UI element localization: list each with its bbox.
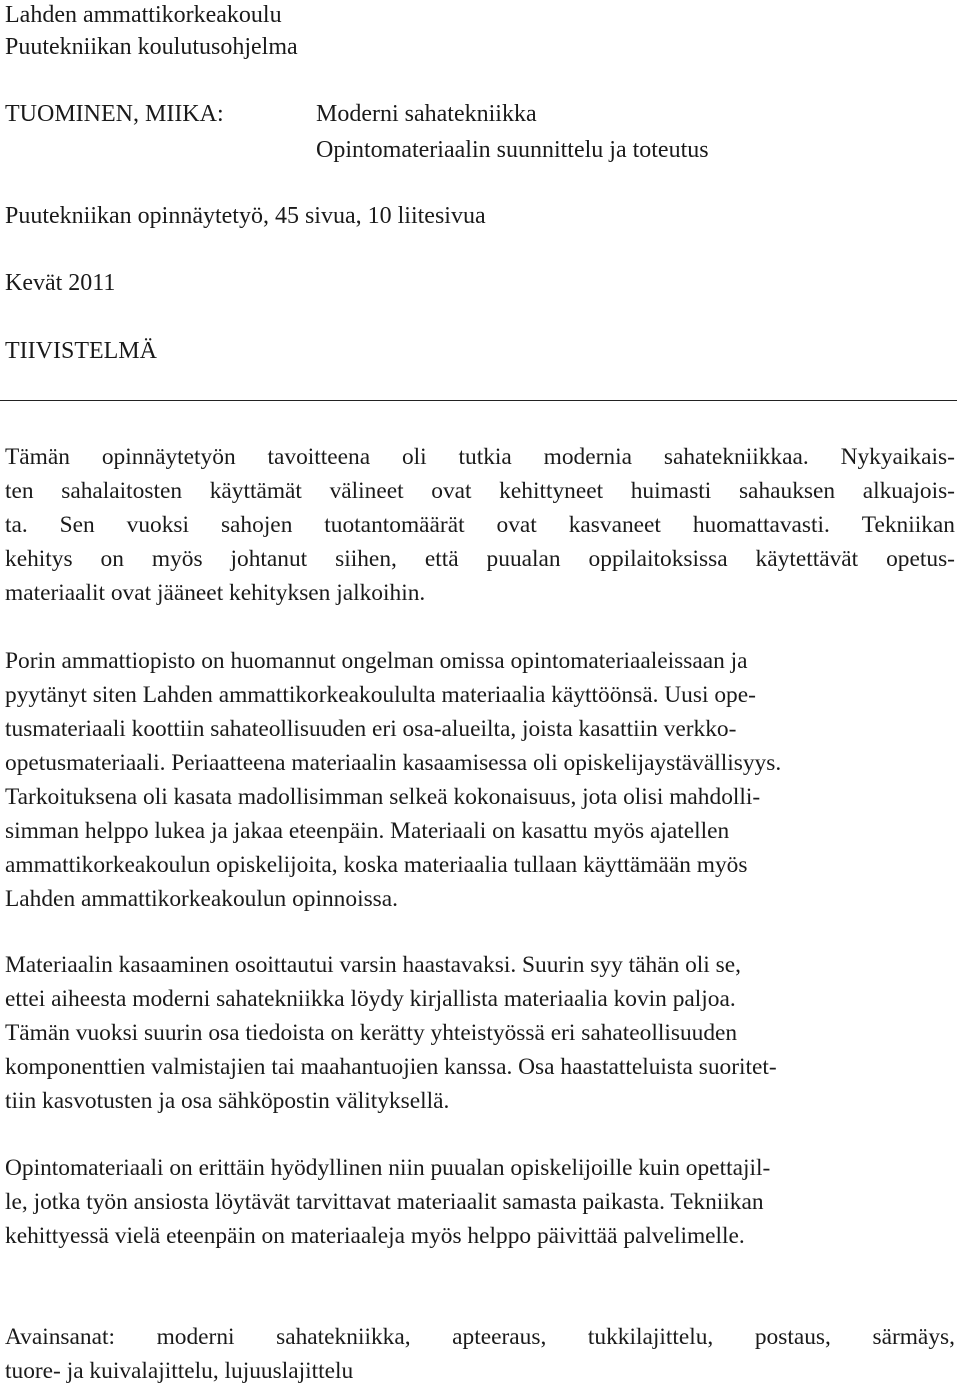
paragraph-line: ammattikorkeakoulun opiskelijoita, koska materiaalia tullaan käyttämään myös [5, 852, 748, 878]
paragraph-line: komponenttien valmistajien tai maahantuojien kanssa. Osa haastatteluista suoritet- [5, 1054, 777, 1080]
paragraph-line: opetusmateriaali. Periaatteena materiaalin kasaamisessa oli opiskelijaystävällisyys. [5, 750, 782, 776]
abstract-paragraph-2 [5, 644, 955, 916]
thesis-info: Puutekniikan opinnäytetyö, 45 sivua, 10 liitesivua [5, 203, 486, 229]
paragraph-line: pyytänyt siten Lahden ammattikorkeakoululta materiaalia käyttöönsä. Uusi ope- [5, 682, 756, 708]
keywords-line: Avainsanat: moderni sahatekniikka, apteeraus, tukkilajittelu, postaus, särmäys, [5, 1324, 955, 1350]
term: Kevät 2011 [5, 270, 116, 296]
keywords-line: tuore- ja kuivalajittelu, lujuuslajittelu [5, 1358, 354, 1384]
paragraph-line: ten sahalaitosten käyttämät välineet ovat kehittyneet huimasti sahauksen alkuajois- [5, 478, 955, 504]
paragraph-line: kehittyessä vielä eteenpäin on materiaaleja myös helppo päivittää palvelimelle. [5, 1223, 745, 1249]
abstract-paragraph-1 [5, 440, 955, 610]
programme-name: Puutekniikan koulutusohjelma [5, 34, 298, 60]
paragraph-line: Tämän vuoksi suurin osa tiedoista on kerätty yhteistyössä eri sahateollisuuden [5, 1020, 738, 1046]
thesis-subtitle: Opintomateriaalin suunnittelu ja toteutus [316, 137, 709, 163]
paragraph-line: Tarkoituksena oli kasata madollisimman selkeä kokonaisuus, jota olisi mahdolli- [5, 784, 761, 810]
paragraph-line: Porin ammattiopisto on huomannut ongelman omissa opintomateriaaleissaan ja [5, 648, 748, 674]
author-name: TUOMINEN, MIIKA: [5, 101, 224, 127]
paragraph-line: kehitys on myös johtanut siihen, että puualan oppilaitoksissa käytettävät opetus- [5, 546, 955, 572]
abstract-paragraph-3 [5, 948, 955, 1118]
keywords [5, 1320, 955, 1388]
paragraph-line: tusmateriaali koottiin sahateollisuuden eri osa-alueilta, joista kasattiin verkko- [5, 716, 737, 742]
paragraph-line: ta. Sen vuoksi sahojen tuotantomäärät ovat kasvaneet huomattavasti. Tekniikan [5, 512, 955, 538]
paragraph-line: materiaalit ovat jääneet kehityksen jalkoihin. [5, 580, 426, 606]
paragraph-line: Tämän opinnäytetyön tavoitteena oli tutkia modernia sahatekniikkaa. Nykyaikais- [5, 444, 955, 470]
thesis-title: Moderni sahatekniikka [316, 101, 537, 127]
section-title: TIIVISTELMÄ [5, 338, 157, 364]
paragraph-line: Lahden ammattikorkeakoulun opinnoissa. [5, 886, 399, 912]
paragraph-line: le, jotka työn ansiosta löytävät tarvittavat materiaalit samasta paikasta. Tekniikan [5, 1189, 764, 1215]
paragraph-line: ettei aiheesta moderni sahatekniikka löydy kirjallista materiaalia kovin paljoa. [5, 986, 736, 1012]
paragraph-line: Opintomateriaali on erittäin hyödyllinen niin puualan opiskelijoille kuin opettajil- [5, 1155, 771, 1181]
paragraph-line: tiin kasvotusten ja osa sähköpostin välityksellä. [5, 1088, 450, 1114]
paragraph-line: Materiaalin kasaaminen osoittautui varsin haastavaksi. Suurin syy tähän oli se, [5, 952, 741, 978]
institution-name: Lahden ammattikorkeakoulu [5, 2, 282, 28]
paragraph-line: simman helppo lukea ja jakaa eteenpäin. Materiaali on kasattu myös ajatellen [5, 818, 730, 844]
header-divider [0, 400, 957, 401]
abstract-paragraph-4 [5, 1151, 955, 1253]
